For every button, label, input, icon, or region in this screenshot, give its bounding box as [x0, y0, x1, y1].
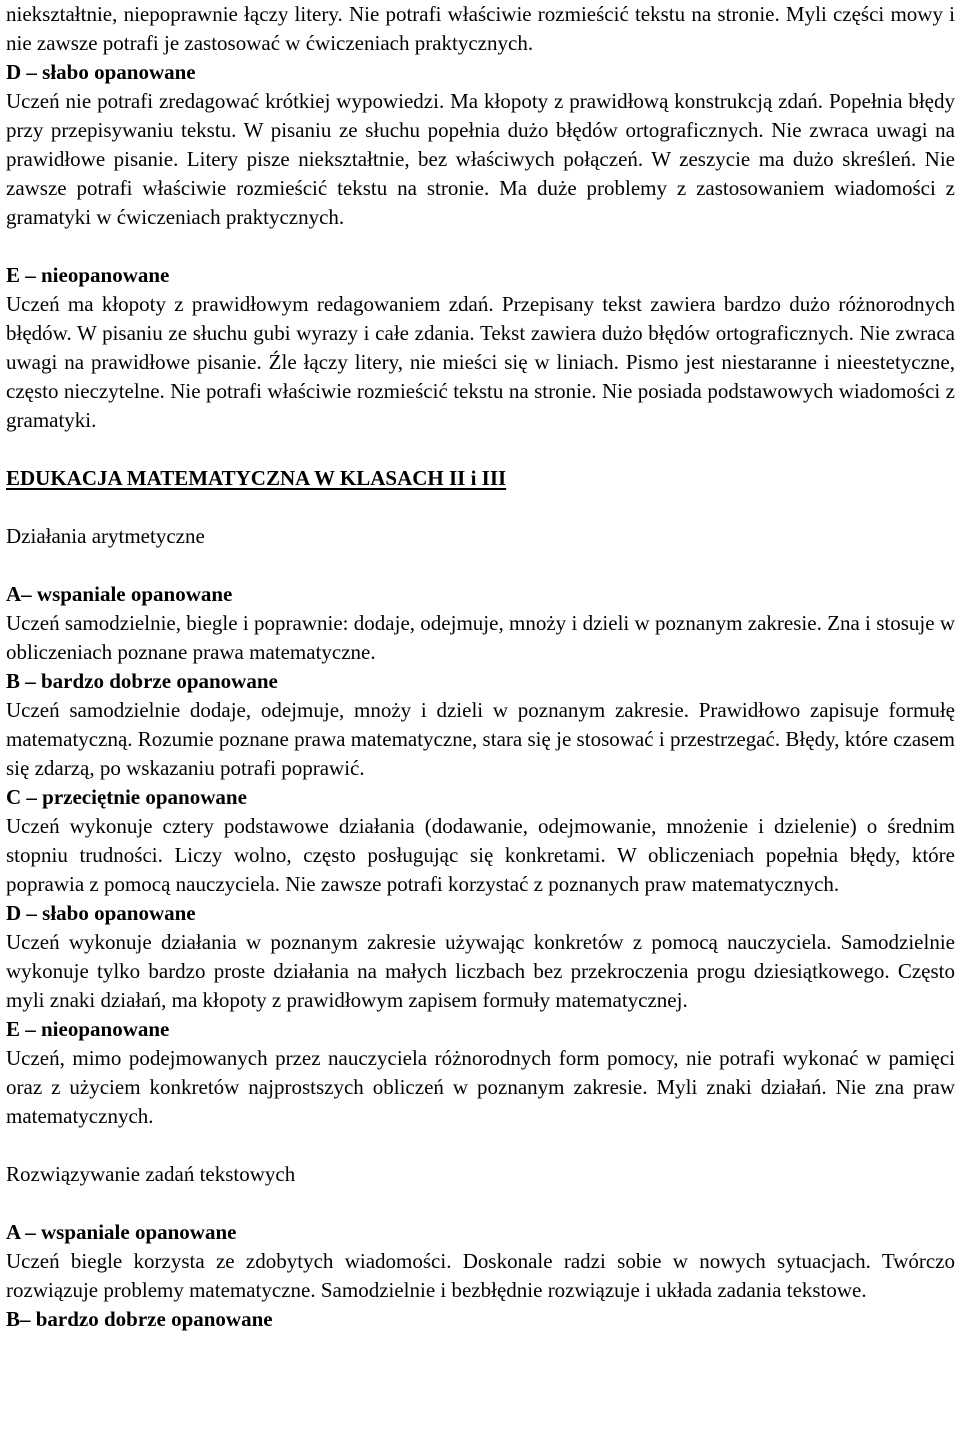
grade-e-description: Uczeń ma kłopoty z prawidłowym redagowaniem zdań. Przepisany tekst zawiera bardzo dużo różnorodnych błędów. W pisaniu ze słuchu gubi wyrazy i całe zdania. Tekst zawiera dużo błędów ortograficznych. Nie zwraca uwagi na prawidłowe pisanie. Źle łączy litery, nie mieści się w liniach. Pismo jest niestaranne i nieestetyczne, często nieczytelne. Nie potrafi właściwie rozmieścić tekstu na stronie. Nie posiada podstawowych wiadomości z gramatyki. — [6, 292, 955, 432]
arith-grade-e-description: Uczeń, mimo podejmowanych przez nauczyciela różnorodnych form pomocy, nie potrafi wykonać w pamięci oraz z użyciem konkretów najprostszych obliczeń w poznanym zakresie. Myli znaki działań. Nie zna praw matematycznych. — [6, 1046, 955, 1128]
arith-grade-c-description: Uczeń wykonuje cztery podstawowe działania (dodawanie, odejmowanie, mnożenie i dzielenie) o średnim stopniu trudności. Liczy wolno, często posługując się konkretami. W obliczeniach popełnia błędy, które poprawia z pomocą nauczyciela. Nie zawsze potrafi korzystać z poznanych praw matematycznych. — [6, 814, 955, 896]
grade-d-description: Uczeń nie potrafi zredagować krótkiej wypowiedzi. Ma kłopoty z prawidłową konstrukcją zdań. Popełnia błędy przy przepisywaniu tekstu. W pisaniu ze słuchu popełnia dużo błędów ortograficznych. Nie zwraca uwagi na prawidłowe pisanie. Litery pisze niekształtnie, bez właściwych połączeń. W zeszycie ma dużo skreśleń. Nie zawsze potrafi właściwie rozmieścić tekstu na stronie. Ma duże problemy z zastosowaniem wiadomości z gramatyki w ćwiczeniach praktycznych. — [6, 89, 955, 229]
section-title-math: EDUKACJA MATEMATYCZNA W KLASACH II i III — [6, 466, 507, 490]
arith-grade-e-heading: E – nieopanowane — [6, 1017, 170, 1041]
arith-grade-d-heading: D – słabo opanowane — [6, 901, 196, 925]
grade-d-heading: D – słabo opanowane — [6, 60, 196, 84]
word-grade-b-heading: B– bardzo dobrze opanowane — [6, 1307, 273, 1331]
arith-grade-d-description: Uczeń wykonuje działania w poznanym zakresie używając konkretów z pomocą nauczyciela. Samodzielnie wykonuje tylko bardzo proste działania na małych liczbach bez przekroczenia progu dziesiątkowego. Często myli znaki działań, ma kłopoty z prawidłowym zapisem formuły matematycznej. — [6, 930, 955, 1012]
arith-grade-b-heading: B – bardzo dobrze opanowane — [6, 669, 278, 693]
arith-grade-a-heading: A– wspaniale opanowane — [6, 582, 233, 606]
subsection-title-word-problems: Rozwiązywanie zadań tekstowych — [6, 1162, 296, 1186]
paragraph-continuation: niekształtnie, niepoprawnie łączy litery. Nie potrafi właściwie rozmieścić tekstu na stronie. Myli części mowy i nie zawsze potrafi je zastosować w ćwiczeniach praktycznych. — [6, 2, 955, 55]
arith-grade-a-description: Uczeń samodzielnie, biegle i poprawnie: dodaje, odejmuje, mnoży i dzieli w poznanym zakresie. Zna i stosuje w obliczeniach poznane prawa matematyczne. — [6, 611, 955, 664]
subsection-title-arithmetic: Działania arytmetyczne — [6, 524, 205, 548]
arith-grade-b-description: Uczeń samodzielnie dodaje, odejmuje, mnoży i dzieli w poznanym zakresie. Prawidłowo zapisuje formułę matematyczną. Rozumie poznane prawa matematyczne, stara się je stosować i przestrzegać. Błędy, które czasem się zdarzą, po wskazaniu potrafi poprawić. — [6, 698, 955, 780]
grade-e-heading: E – nieopanowane — [6, 263, 170, 287]
word-grade-a-heading: A – wspaniale opanowane — [6, 1220, 237, 1244]
word-grade-a-description: Uczeń biegle korzysta ze zdobytych wiadomości. Doskonale radzi sobie w nowych sytuacjach. Twórczo rozwiązuje problemy matematyczne. Samodzielnie i bezbłędnie rozwiązuje i układa zadania tekstowe. — [6, 1249, 955, 1302]
arith-grade-c-heading: C – przeciętnie opanowane — [6, 785, 247, 809]
